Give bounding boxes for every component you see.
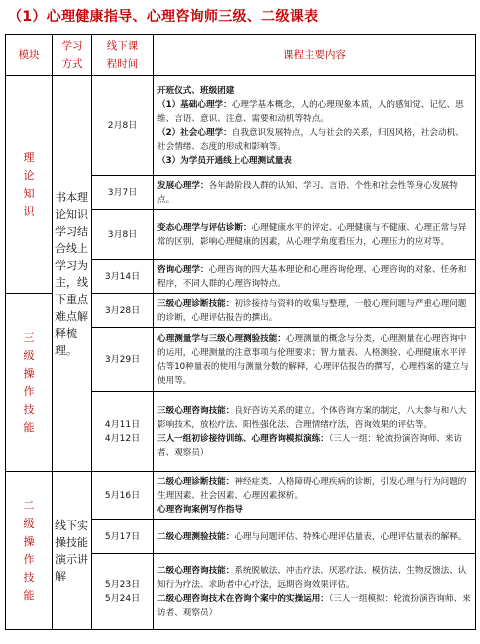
module-level2: 二级操作技能 bbox=[6, 472, 53, 630]
header-content: 课程主要内容 bbox=[154, 35, 476, 76]
method-offline: 线下实操技能演示讲解 bbox=[53, 472, 92, 630]
header-method: 学习 方式 bbox=[53, 35, 92, 76]
header-row bbox=[6, 35, 476, 76]
content-cell: 二级心理诊断技能：神经症类、人格障碍心理疾病的诊断，引发心理与行为问题的生理因素、社会因素、心理因素探析。 心理咨询案例写作指导 bbox=[154, 472, 476, 520]
header-module: 模块 bbox=[6, 35, 53, 76]
content-cell: 三级心理咨询技能：良好咨访关系的建立，个体咨询方案的制定，八大参与和八大影响技术，放松疗法、阳性强化法、合理情绪疗法，咨询效果的评估等。 三人一组初诊接待训练、心理咨询模拟演练：（三人一组：轮流扮演咨询师、来访者、观察员） bbox=[154, 392, 476, 472]
module-theory: 理论知识 bbox=[6, 76, 53, 294]
content-cell: 二级心理咨询技能：系统脱敏法、冲击疗法、厌恶疗法、模仿法、生物反馈法、认知行为疗法、求助者中心疗法，远期咨询效果评估。 二级心理咨询技术在咨询个案中的实操运用：（三人一组模拟：轮流扮演咨询师、来访者、观察员） bbox=[154, 554, 476, 630]
content-cell: 咨询心理学：心理咨询的四大基本理论和心理咨询伦理、心理咨询的对象、任务和程序，不同人群的心理咨询特点。 bbox=[154, 260, 476, 294]
header-time: 线下课 程时间 bbox=[92, 35, 154, 76]
date-cell: 5月23日 5月24日 bbox=[92, 554, 154, 630]
date-cell: 5月16日 bbox=[92, 472, 154, 520]
schedule-table bbox=[5, 34, 476, 630]
date-cell: 5月17日 bbox=[92, 520, 154, 554]
date-cell: 2月8日 bbox=[92, 76, 154, 176]
date-cell: 3月8日 bbox=[92, 210, 154, 260]
date-cell: 4月11日 4月12日 bbox=[92, 392, 154, 472]
content-cell: 开班仪式、班级团建 （1）基础心理学：心理学基本概念，人的心理现象本质，人的感知觉、记忆、思维、言语、意识、注意、需要和动机等特点。 （2）社会心理学：自我意识发展特点，人与社会的关系，归因风格，社会动机、社会情绪、态度的形成和影响等。 （3）为学员开通线上心理测试量表 bbox=[154, 76, 476, 176]
content-cell: 二级心理测验技能：心理与问题评估、特殊心理评估量表，心理评估量表的解释。 bbox=[154, 520, 476, 554]
module-level3: 三级操作技能 bbox=[6, 294, 53, 472]
content-cell: 心理测量学与三级心理测验技能：心理测量的概念与分类，心理测量在心理咨询中的运用，心理测量的注意事项与伦理要求；智力量表、人格测验、心理健康水平评估等10种量表的使用与测量分数的解释，心理评估报告的撰写，心理档案的建立与使用等。 bbox=[154, 328, 476, 392]
table-row bbox=[6, 472, 476, 520]
date-cell: 3月7日 bbox=[92, 176, 154, 210]
page-title: （1）心理健康指导、心理咨询师三级、二级课表 bbox=[8, 9, 319, 25]
date-cell: 3月28日 bbox=[92, 294, 154, 328]
table-row bbox=[6, 76, 476, 176]
content-cell: 变态心理学与评估诊断：心理健康水平的评定、心理健康与不健康、心理正常与异常的区别，影响心理健康的因素，从心理学角度看压力，心理压力的应对等。 bbox=[154, 210, 476, 260]
content-cell: 发展心理学：各年龄阶段人群的认知、学习、言语、个性和社会性等身心发展特点。 bbox=[154, 176, 476, 210]
content-cell: 三级心理诊断技能：初诊接待与资料的收集与整理，一般心理问题与严重心理问题的诊断，心理评估报告的撰出。 bbox=[154, 294, 476, 328]
date-cell: 3月29日 bbox=[92, 328, 154, 392]
date-cell: 3月14日 bbox=[92, 260, 154, 294]
method-online: 书本理论知识学习结合线上学习为主，线下重点难点解释梳理。 bbox=[53, 76, 92, 472]
